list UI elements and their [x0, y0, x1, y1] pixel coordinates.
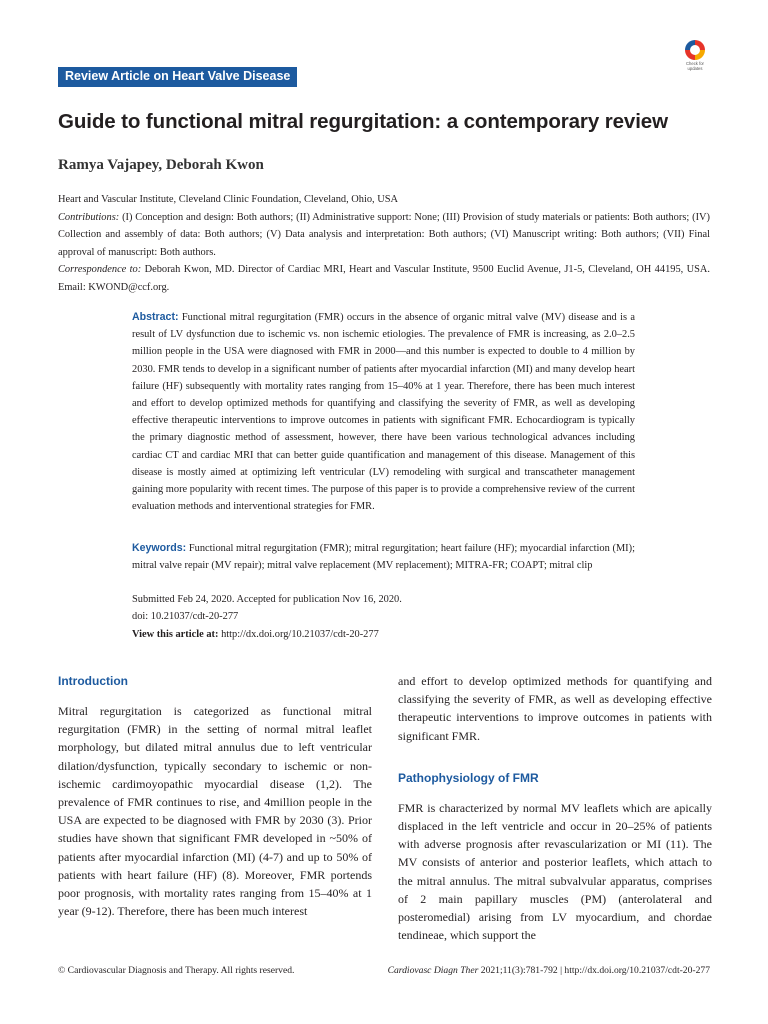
- author-list: Ramya Vajapey, Deborah Kwon: [58, 157, 264, 173]
- contributions: [58, 209, 710, 262]
- introduction-paragraph: Mitral regurgitation is categorized as functional mitral regurgitation (FMR) in the setting of normal mitral leaflet morphology, but dilated mitral annulus due to left ventricular dilation/dysfunction, typically secondary to ischemic or non-ischemic cardimoyopathic myocardial disease (1,2). The prevalence of FMR continues to rise, and 4million people in the USA are expected to be diagnosed with FMR by 2030 (3). Prior studies have shown that significant FMR developed in ~50% of patients after myocardial infarction (MI) (4-7) and up to 50% of patients with heart failure (HF) (8). Moreover, FMR portends poor prognosis, with mortality rates ranging from 15–40% at 1 year (9-12). Therefore, there has been much interest: [58, 704, 372, 919]
- article-metadata: [58, 191, 710, 296]
- copyright-footer: © Cardiovascular Diagnosis and Therapy. All rights reserved.: [58, 965, 295, 976]
- contributions-text: (I) Conception and design: Both authors; (II) Administrative support: None; (III) Provision of study materials or patients: Both authors; (IV) Collection and assembly of data: Both authors; (V) Data analysis and interpretation: Both authors; (VI) Manuscript writing: Both authors; (VII) Final approval of manuscript: Both authors.: [58, 211, 710, 258]
- check-for-updates-logo[interactable]: [680, 40, 710, 70]
- view-article-link[interactable]: http://dx.doi.org/10.21037/cdt-20-277: [221, 628, 379, 640]
- abstract-label: Abstract:: [132, 311, 179, 323]
- submitted-dates: Submitted Feb 24, 2020. Accepted for publication Nov 16, 2020.: [132, 594, 402, 605]
- abstract: [132, 309, 635, 515]
- citation-footer: [388, 965, 710, 976]
- contributions-label: Contributions:: [58, 211, 120, 223]
- section-heading-pathophysiology: Pathophysiology of FMR: [398, 770, 539, 785]
- abstract-text: Functional mitral regurgitation (FMR) occurs in the absence of organic mitral valve (MV) disease and is a result of LV dysfunction due to ischemic vs. non ischemic etiologies. The prevalence of FMR is increasing, as 2.0–2.5 million people in the USA were diagnosed with FMR in 2000—and this number is expected to double to 4 million by 2030. FMR tends to develop in a significant number of patients after myocardial infarction (MI) and many develop heart failure (HF) subsequently with mortality rates ranging from 15–40% at 1 year. Therefore, there has been much interest and effort to develop optimized methods for quantifying and classifying the severity of FMR, as well as developing effective therapeutic interventions to improve outcomes in patients with significant FMR. Echocardiogram is typically the primary diagnostic method of assessment, however, there have been various technological advances including cardiac CT and cardiac MRI that can better guide quantification and management of this disease. Management of this disease is mostly aimed at optimizing left ventricular (LV) remodeling with surgical and transcatheter management gaining more popularity with recent times. The purpose of this paper is to provide a comprehensive review of the current evaluation methods and interventional strategies for FMR.: [132, 312, 635, 513]
- pathophysiology-paragraph: FMR is characterized by normal MV leaflets which are apically displaced in the left ventricle and occur in 20–25% of patients with adverse prognosis after revascularization or MI (11). The MV consists of anterior and posterior leaflets, which attach to the mitral annulus. The mitral subvalvular apparatus, comprises of 2 main papillary muscles (PM) (anterolateral and posteromedial) arising from LV myocardium, and chordae tendineae, which support the: [398, 800, 712, 943]
- keywords-label: Keywords:: [132, 542, 187, 554]
- article-title: Guide to functional mitral regurgitation: a contemporary review: [58, 110, 668, 133]
- journal-name: Cardiovasc Diagn Ther: [387, 965, 479, 976]
- correspondence-text: Deborah Kwon, MD. Director of Cardiac MRI, Heart and Vascular Institute, 9500 Euclid Avenue, J1-5, Cleveland, OH 44195, USA. Email: KWOND@ccf.org.: [58, 264, 710, 293]
- submission-info: [132, 591, 635, 643]
- article-type-row: [58, 67, 297, 87]
- article-type-badge: Review Article on Heart Valve Disease: [58, 67, 297, 87]
- correspondence: [58, 261, 710, 296]
- introduction-continuation: and effort to develop optimized methods for quantifying and classifying the severity of FMR, as well as developing effective therapeutic interventions to improve outcomes in patients with significant FMR.: [398, 674, 712, 743]
- correspondence-label: Correspondence to:: [58, 264, 142, 275]
- left-column: [58, 672, 372, 920]
- view-article-label: View this article at:: [132, 628, 219, 640]
- doi: doi: 10.21037/cdt-20-277: [132, 611, 239, 623]
- check-for-updates-caption: Check for updates: [686, 61, 704, 71]
- keywords: [132, 540, 635, 574]
- section-heading-introduction: Introduction: [58, 674, 128, 688]
- view-article: [132, 626, 635, 643]
- keywords-text: Functional mitral regurgitation (FMR); mitral regurgitation; heart failure (HF); myocardial infarction (MI); mitral valve repair (MV repair); mitral valve replacement (MV replacement); MITRA-FR; COAPT; mitral clip: [132, 543, 635, 572]
- citation-text: 2021;11(3):781-792 | http://dx.doi.org/10.21037/cdt-20-277: [480, 965, 710, 976]
- right-column: [398, 672, 712, 944]
- affiliation: Heart and Vascular Institute, Cleveland Clinic Foundation, Cleveland, Ohio, USA: [58, 194, 399, 205]
